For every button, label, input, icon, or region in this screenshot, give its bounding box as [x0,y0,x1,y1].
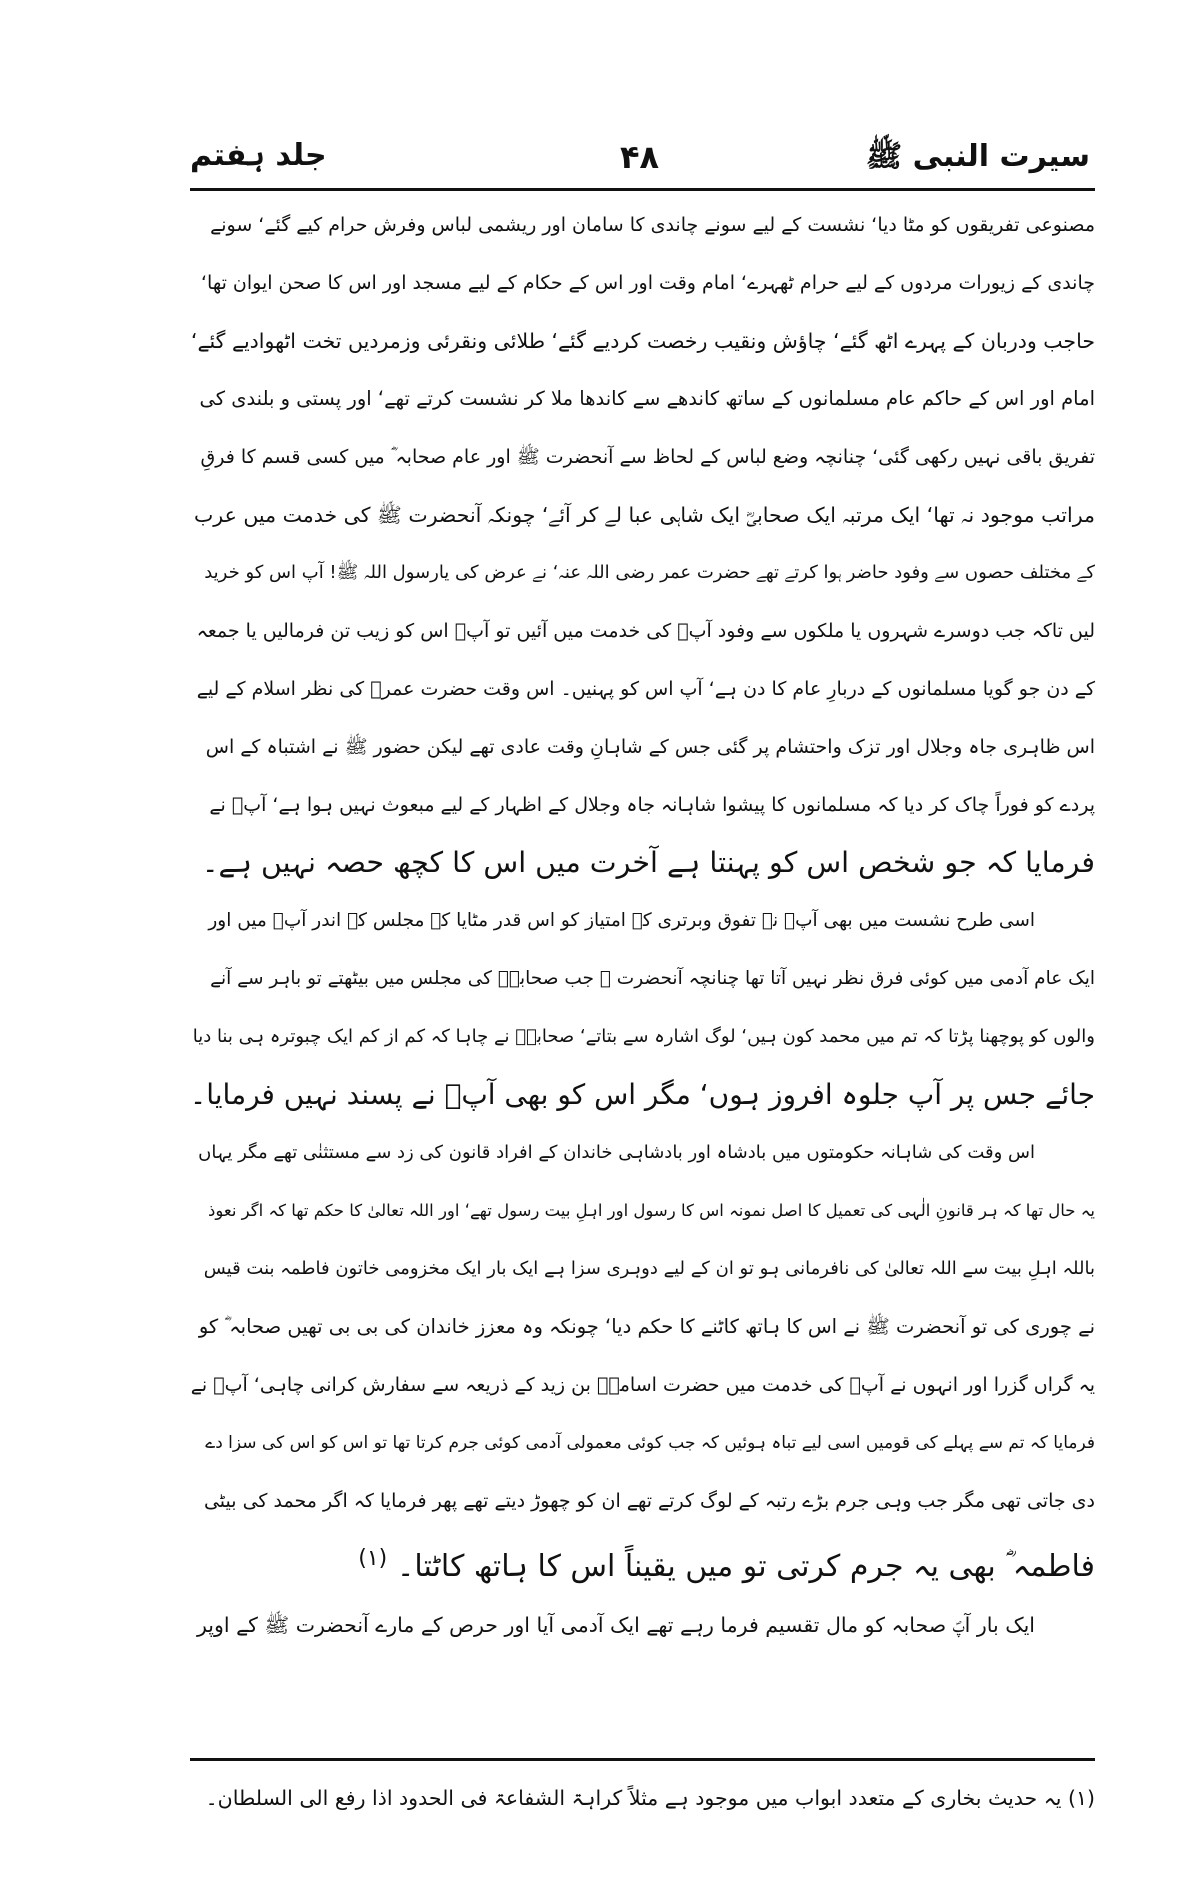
text-line: لیں تاکہ جب دوسرے شہروں یا ملکوں سے وفود آپؐ کی خدمت میں آئیں تو آپؐ اس کو زیب تن فرمالیں یا جمعہ [196,620,1095,642]
text-line: چاندی کے زیورات مردوں کے لیے حرام ٹھہرے‘ امام وقت اور اس کے حکام کے لیے مسجد اور اس کا صحن ایوان تھا‘ [200,272,1095,294]
header-rule [190,188,1095,191]
body-text [190,196,1095,1654]
page-number: ۴۸ [620,138,660,176]
text-line: ایک عام آدمی میں کوئی فرق نظر نہیں آتا تھا چنانچہ آنحضرت ﷺ جب صحابہؓ کی مجلس میں بیٹھتے تو باہر سے آنے [210,968,1095,989]
text-line: ایک بار آپؐ صحابہ کو مال تقسیم فرما رہے تھے ایک آدمی آیا اور حرص کے مارے آنحضرت ﷺ کے اوپر [197,1613,1035,1637]
text-line: دی جاتی تھی مگر جب وہی جرم بڑے رتبہ کے لوگ کرتے تھے ان کو چھوڑ دیتے تھے پھر فرمایا کہ اگر محمد کی بیٹی [203,1490,1095,1512]
text-line: اسی طرح نشست میں بھی آپؐ نے تفوق وبرتری کے امتیاز کو اس قدر مٹایا کہ مجلس کے اندر آپؐ میں اور [208,910,1035,931]
footnote-rule [190,1758,1095,1761]
text-line: پردے کو فوراً چاک کر دیا کہ مسلمانوں کا پیشوا شاہانہ جاہ وجلال کے اظہار کے لیے مبعوث نہیں ہوا ہے‘ آپؐ نے [209,794,1095,816]
text-line: مصنوعی تفریقوں کو مٹا دیا‘ نشست کے لیے سونے چاندی کا سامان اور ریشمی لباس وفرش حرام کیے گئے‘ سونے [210,214,1095,236]
text-line: نے چوری کی تو آنحضرت ﷺ نے اس کا ہاتھ کاٹنے کا حکم دیا‘ چونکہ وہ معزز خاندان کی بی بی تھیں صحابہ ؓ کو [198,1315,1095,1338]
footnote: (۱) یہ حدیث بخاری کے متعدد ابواب میں موجود ہے مثلاً کراہۃ الشفاعۃ فی الحدود اذا رفع الی السلطان۔ [205,1786,1095,1810]
text-line: یہ حال تھا کہ ہر قانونِ الٰہی کی تعمیل کا اصل نمونہ اس کا رسول اور اہلِ بیت رسول تھے‘ اور اللہ تعالیٰ کا حکم تھا کہ اگر نعوذ [208,1201,1095,1220]
footnote-marker: (۱) [358,1546,388,1571]
volume-label: جلد ہفتم [190,138,327,173]
text-line: کے مختلف حصوں سے وفود حاضر ہوا کرتے تھے حضرت عمر رضی اللہ عنہ‘ نے عرض کی یارسول اللہ ﷺ! آپ اس کو خرید [204,562,1095,583]
text-line-content: فاطمہ ؓ بھی یہ جرم کرتی تو میں یقیناً اس کا ہاتھ کاٹتا۔ [396,1549,1095,1584]
text-line [190,1530,1095,1596]
book-title: سیرت النبی ﷺ [865,139,1090,174]
text-line: اس وقت کی شاہانہ حکومتوں میں بادشاہ اور بادشاہی خاندان کے افراد قانون کی زد سے مستثنٰی تھے مگر یہاں [198,1142,1035,1163]
text-line: یہ گراں گزرا اور انہوں نے آپؐ کی خدمت میں حضرت اسامہؓ بن زید کے ذریعہ سے سفارش کرانی چاہی‘ آپؐ نے [190,1374,1095,1396]
text-line: فرمایا کہ تم سے پہلے کی قومیں اسی لیے تباہ ہوئیں کہ جب کوئی معمولی آدمی کوئی جرم کرتا تھا تو اس کو اس کی سزا دے [205,1433,1095,1453]
text-line: باللہ اہلِ بیت سے اللہ تعالیٰ کی نافرمانی ہو تو ان کے لیے دوہری سزا ہے ایک بار ایک مخزومی خاتون فاطمہ بنت قیس [203,1258,1095,1279]
text-line: حاجب ودربان کے پہرے اٹھ گئے‘ چاؤش ونقیب رخصت کردیے گئے‘ طلائی ونقرئی وزمردیں تخت اٹھوادیے گئے‘ [190,329,1095,353]
text-line: تفریق باقی نہیں رکھی گئی‘ چنانچہ وضع لباس کے لحاظ سے آنحضرت ﷺ اور عام صحابہ ؓ میں کسی قسم کا فرقِ [200,446,1095,468]
text-line: کے دن جو گویا مسلمانوں کے دربارِ عام کا دن ہے‘ آپ اس کو پہنیں۔ اس وقت حضرت عمرؓ کی نظر اسلام کے لیے [196,678,1095,700]
text-line: اس ظاہری جاہ وجلال اور تزک واحتشام پر گئی جس کے شاہانِ وقت عادی تھے لیکن حضور ﷺ نے اشتباہ کے اس [205,736,1095,758]
text-line: مراتب موجود نہ تھا‘ ایک مرتبہ ایک صحابیؓ ایک شاہی عبا لے کر آئے‘ چونکہ آنحضرت ﷺ کی خدمت میں عرب [193,503,1095,527]
text-line: امام اور اس کے حاکم عام مسلمانوں کے ساتھ کاندھے سے کاندھا ملا کر نشست کرتے تھے‘ اور پستی و بلندی کی [199,387,1095,410]
text-line: فرمایا کہ جو شخص اس کو پہنتا ہے آخرت میں اس کا کچھ حصہ نہیں ہے۔ [201,846,1095,879]
text-line: جائے جس پر آپ جلوہ افروز ہوں‘ مگر اس کو بھی آپؐ نے پسند نہیں فرمایا۔ [189,1078,1095,1111]
page-header [190,138,1090,190]
text-line: والوں کو پوچھنا پڑتا کہ تم میں محمد کون ہیں‘ لوگ اشارہ سے بتاتے‘ صحابہؓ نے چاہا کہ کم از کم ایک چبوترہ ہی بنا دیا [192,1026,1095,1047]
